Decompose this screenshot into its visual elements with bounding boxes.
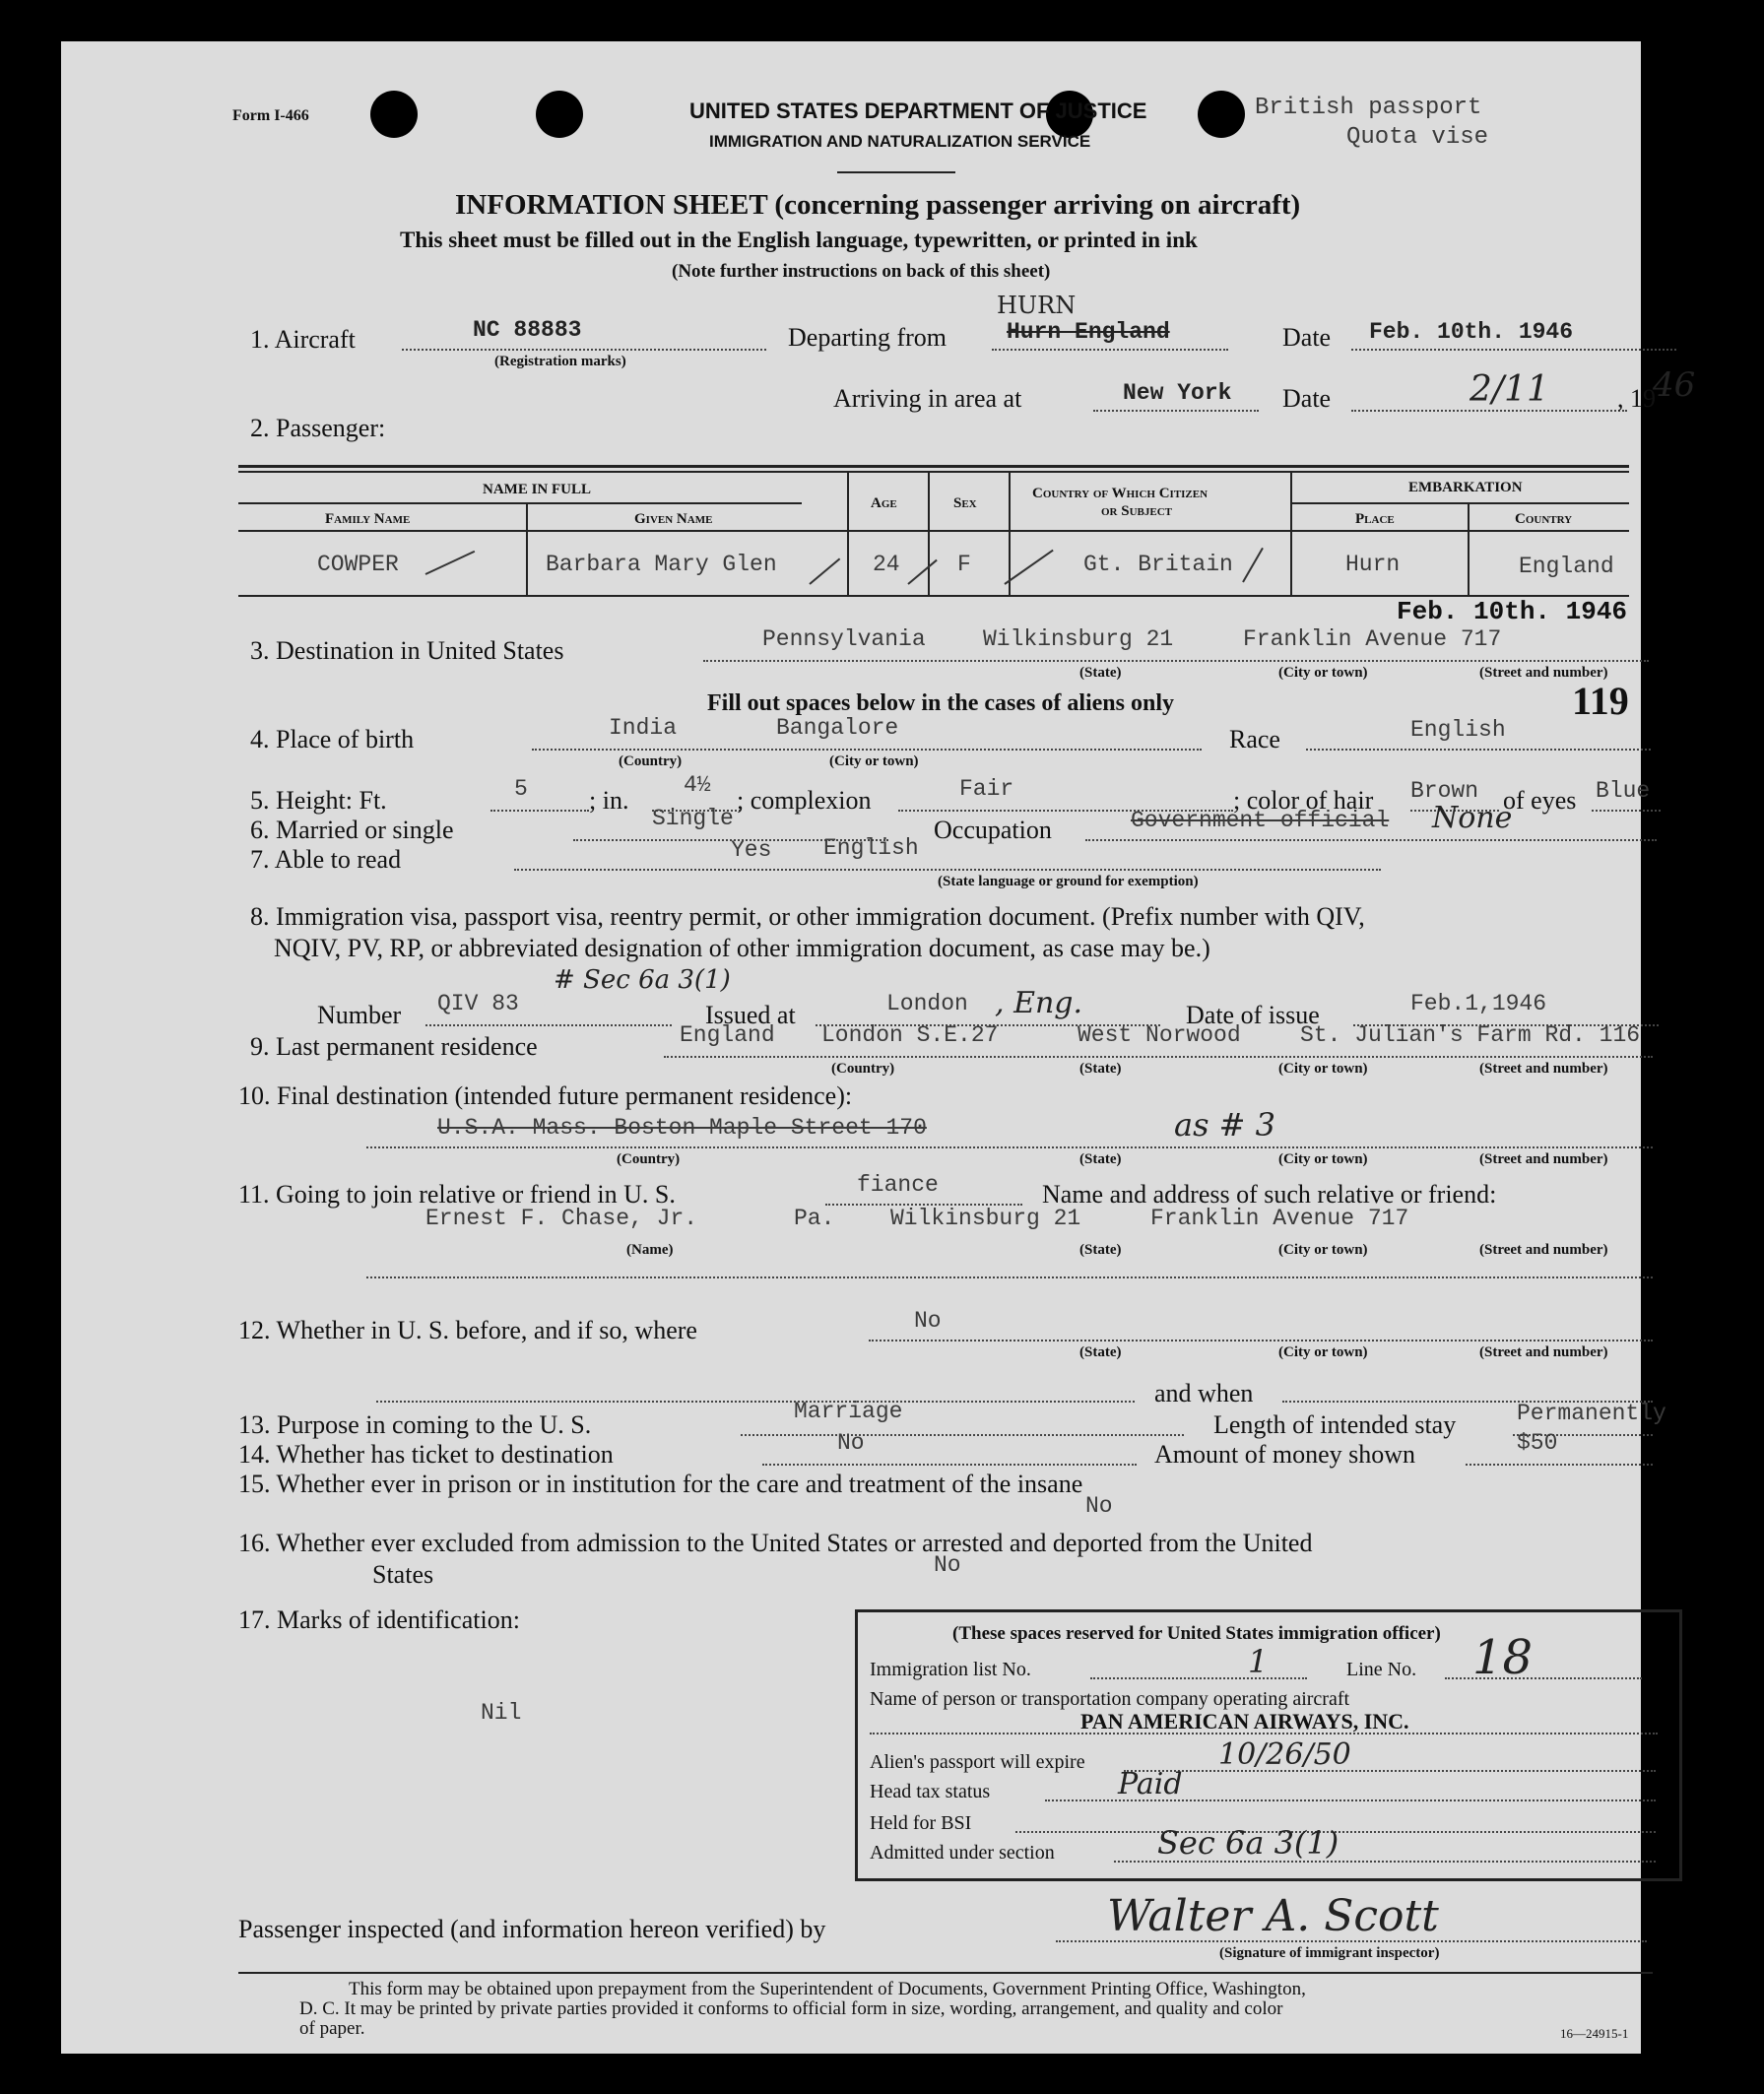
residence-cap-city: (City or town): [1278, 1061, 1368, 1077]
issued-value: London: [886, 991, 968, 1016]
visa-text-1: 8. Immigration visa, passport visa, reentry permit, or other immigration document. (Prefix number with QIV,: [250, 902, 1365, 931]
race-line: [1306, 749, 1651, 751]
birthplace-line: [532, 749, 1202, 751]
excluded-value: No: [934, 1552, 961, 1578]
destination-cap-state: (State): [1079, 665, 1122, 681]
relative-line: [366, 1276, 1653, 1278]
ticket-label: 14. Whether has ticket to destination: [238, 1440, 614, 1469]
read-label: 7. Able to read: [250, 845, 402, 874]
race-value: English: [1410, 717, 1506, 743]
date-line: [1351, 349, 1676, 351]
hair-value: Brown: [1410, 778, 1479, 804]
residence-line: [664, 1056, 1653, 1058]
read-language: English: [823, 835, 919, 861]
birth-city: Bangalore: [776, 715, 899, 741]
department-title: UNITED STATES DEPARTMENT OF JUSTICE: [689, 98, 1147, 123]
sheet-title: INFORMATION SHEET (concerning passenger arriving on aircraft): [455, 189, 1301, 221]
th-sex: Sex: [953, 495, 977, 511]
stay-value: Permanently: [1517, 1401, 1666, 1426]
expire-value: 10/26/50: [1218, 1737, 1351, 1772]
col-div-5: [1290, 471, 1292, 595]
footer-line-1: This form may be obtained upon prepayment from the Superintendent of Documents, Government Printing Office, Washington,: [349, 1979, 1306, 1999]
passenger-label: 2. Passenger:: [250, 414, 386, 442]
departing-line: [992, 349, 1228, 351]
sheet-subtitle: This sheet must be filled out in the English language, typewritten, or printed in ink: [400, 228, 1198, 252]
check-mark: [425, 551, 476, 575]
th-given-name: Given Name: [634, 511, 713, 527]
relation-value: fiance: [857, 1172, 939, 1198]
previous-us-value: No: [914, 1308, 942, 1334]
final-cap-street: (Street and number): [1479, 1151, 1608, 1167]
headtax-value: Paid: [1118, 1767, 1183, 1801]
final-cap-state: (State): [1079, 1151, 1122, 1167]
header-rule: [837, 171, 955, 173]
residence-country: England: [680, 1022, 775, 1048]
residence-cap-state: (State): [1079, 1061, 1122, 1077]
departing-value: Hurn England: [1007, 319, 1170, 345]
arrival-year-prefix: , 19: [1617, 384, 1656, 413]
punch-hole-right: [1198, 91, 1245, 138]
th-family-name: Family Name: [325, 511, 411, 527]
admitted-value: Sec 6a 3(1): [1157, 1824, 1339, 1862]
th-embarkation: EMBARKATION: [1408, 480, 1523, 495]
residence-state: London S.E.27: [821, 1022, 999, 1048]
issued-label: Issued at: [705, 1001, 796, 1029]
when-label: and when: [1154, 1379, 1254, 1407]
final-destination-label: 10. Final destination (intended future permanent residence):: [238, 1081, 853, 1110]
check-mark: [1242, 548, 1264, 583]
destination-cap-street: (Street and number): [1479, 665, 1608, 681]
excluded-label-2: States: [372, 1560, 434, 1589]
th-name-in-full: NAME IN FULL: [483, 482, 592, 497]
residence-cap-country: (Country): [831, 1061, 895, 1077]
residence-cap-street: (Street and number): [1479, 1061, 1608, 1077]
ticket-value: No: [837, 1430, 865, 1456]
cell-family-name: COWPER: [317, 552, 399, 577]
excluded-label-1: 16. Whether ever excluded from admission to the United States or arrested and deported from the United: [238, 1529, 1313, 1557]
check-mark: [809, 558, 840, 585]
arrival-date-line: [1351, 410, 1627, 412]
eyes-line: [1592, 810, 1661, 812]
date-value: Feb. 10th. 1946: [1369, 319, 1574, 345]
cell-embark-place: Hurn: [1345, 552, 1401, 577]
departing-label: Departing from: [788, 323, 947, 352]
destination-state: Pennsylvania: [762, 626, 926, 652]
table-header-rule: [238, 530, 1629, 532]
height-feet: 5: [514, 776, 528, 802]
destination-label: 3. Destination in United States: [250, 636, 564, 665]
cell-sex: F: [957, 552, 971, 577]
th-age: Age: [871, 495, 897, 511]
read-line: [514, 869, 1381, 871]
admitted-label: Admitted under section: [870, 1842, 1055, 1864]
th-country-line2: or Subject: [1101, 503, 1172, 519]
cell-embark-country: England: [1519, 554, 1614, 579]
destination-line: [703, 660, 1649, 662]
purpose-line: [741, 1434, 1184, 1436]
join-relative-label: 11. Going to join relative or friend in U. S.: [238, 1180, 676, 1209]
col-div-3: [928, 471, 930, 595]
relative-cap-city: (City or town): [1278, 1242, 1368, 1258]
signature-caption: (Signature of immigrant inspector): [1219, 1945, 1440, 1961]
visa-number-line: [425, 1024, 672, 1026]
visa-number: QIV 83: [437, 991, 519, 1016]
arriving-label: Arriving in area at: [833, 384, 1022, 413]
money-label: Amount of money shown: [1154, 1440, 1416, 1469]
th-country-line1: Country of Which Citizen: [1032, 486, 1209, 501]
previous-cap-city: (City or town): [1278, 1344, 1368, 1360]
arriving-line: [1093, 410, 1259, 412]
headtax-label: Head tax status: [870, 1781, 991, 1802]
birth-cap-country: (Country): [619, 753, 683, 769]
residence-street: St. Julian's Farm Rd. 116: [1300, 1022, 1641, 1048]
departing-correction: HURN: [997, 292, 1077, 319]
read-caption: (State language or ground for exemption): [938, 874, 1199, 889]
list-no-value: 1: [1248, 1643, 1269, 1680]
cell-given-name: Barbara Mary Glen: [546, 552, 777, 577]
table-sub-rule-name: [238, 502, 802, 504]
height-label: 5. Height: Ft.: [250, 786, 387, 815]
col-div-6: [1468, 502, 1470, 595]
destination-street: Franklin Avenue 717: [1243, 626, 1502, 652]
race-label: Race: [1229, 725, 1280, 753]
relative-name: Ernest F. Chase, Jr.: [425, 1206, 698, 1231]
arriving-value: New York: [1123, 380, 1232, 406]
punch-hole-left: [370, 91, 418, 138]
money-line: [1466, 1464, 1653, 1466]
complexion-value: Fair: [959, 776, 1014, 802]
aircraft-value: NC 88883: [473, 317, 582, 343]
marks-label: 17. Marks of identification:: [238, 1605, 520, 1634]
th-country: Country: [1515, 511, 1573, 527]
prison-value: No: [1085, 1493, 1113, 1519]
previous-us-line: [869, 1340, 1653, 1341]
stamp-number: 119: [1572, 679, 1629, 723]
footer-line-2: D. C. It may be printed by private parties provided it conforms to official form in size, wording, arrangement, and quality and color: [299, 1998, 1283, 2019]
final-cap-city: (City or town): [1278, 1151, 1368, 1167]
occupation-label: Occupation: [934, 816, 1052, 844]
inches-label: ; in.: [589, 786, 629, 815]
list-no-line: [1090, 1677, 1307, 1679]
check-mark: [907, 559, 937, 585]
col-div-2: [847, 471, 849, 595]
bsi-label: Held for BSI: [870, 1812, 972, 1834]
birthplace-label: 4. Place of birth: [250, 725, 415, 753]
passport-note: British passport: [1255, 95, 1482, 121]
relative-state: Pa.: [794, 1206, 835, 1231]
marks-value: Nil: [481, 1700, 522, 1726]
birth-country: India: [609, 715, 678, 741]
issue-date-value: Feb.1,1946: [1410, 991, 1547, 1016]
previous-us-label: 12. Whether in U. S. before, and if so, where: [238, 1316, 697, 1344]
purpose-value: Marriage: [794, 1399, 903, 1424]
table-sub-rule-embark: [1290, 502, 1629, 504]
hair-label: ; color of hair: [1233, 786, 1374, 815]
arrival-date-value: 2/11: [1470, 369, 1549, 410]
footer-line-3: of paper.: [299, 2018, 365, 2039]
relative-cap-state: (State): [1079, 1242, 1122, 1258]
previous-cap-state: (State): [1079, 1344, 1122, 1360]
line-no-label: Line No.: [1346, 1659, 1417, 1680]
relative-street: Franklin Avenue 717: [1150, 1206, 1409, 1231]
inspection-label: Passenger inspected (and information hereon verified) by: [238, 1915, 826, 1943]
visa-number-hand: # Sec 6a 3(1): [554, 965, 731, 995]
arrival-year-suffix: 46: [1653, 365, 1696, 405]
visa-number-label: Number: [317, 1001, 402, 1029]
expire-label: Alien's passport will expire: [870, 1751, 1085, 1773]
previous-where-line: [376, 1401, 1135, 1403]
issued-hand: , Eng.: [995, 986, 1083, 1020]
visa-text-2: NQIV, PV, RP, or abbreviated designation of other immigration document, as case may be.): [274, 934, 1210, 962]
sheet-note: (Note further instructions on back of this sheet): [672, 261, 1051, 282]
form-sheet: [61, 41, 1696, 2054]
inspector-signature: Walter A. Scott: [1107, 1891, 1439, 1941]
final-destination-hand: as # 3: [1174, 1106, 1276, 1144]
destination-cap-city: (City or town): [1278, 665, 1368, 681]
aliens-heading: Fill out spaces below in the cases of aliens only: [707, 690, 1175, 716]
residence-city: West Norwood: [1078, 1022, 1241, 1048]
officer-box-heading: (These spaces reserved for United States immigration officer): [952, 1623, 1441, 1644]
ticket-line: [762, 1464, 1137, 1466]
th-place: Place: [1355, 511, 1395, 527]
occupation-line: [1085, 839, 1657, 841]
final-destination-struck: U.S.A. Mass. Boston Maple Street 170: [437, 1115, 927, 1141]
cell-age: 24: [873, 552, 900, 577]
punch-hole-center-left: [536, 91, 583, 138]
footer-code: 16—24915-1: [1560, 2026, 1629, 2041]
feet-line: [490, 810, 589, 812]
birth-cap-city: (City or town): [829, 753, 919, 769]
previous-cap-street: (Street and number): [1479, 1344, 1608, 1360]
relative-city: Wilkinsburg 21: [890, 1206, 1081, 1231]
line-no-value: 18: [1472, 1630, 1534, 1685]
stamp-date: Feb. 10th. 1946: [1397, 597, 1628, 626]
date-label: Date: [1282, 323, 1332, 352]
money-value: $50: [1517, 1430, 1558, 1456]
eyes-value: Blue: [1596, 778, 1651, 804]
occupation-written: None: [1432, 801, 1513, 835]
arrival-date-label: Date: [1282, 384, 1332, 413]
officer-box: [855, 1609, 1682, 1881]
service-title: IMMIGRATION AND NATURALIZATION SERVICE: [709, 132, 1091, 151]
col-div-4: [1009, 471, 1011, 595]
marital-value: Single: [652, 806, 734, 831]
complexion-label: ; complexion: [737, 786, 872, 815]
footer-rule: [238, 1972, 1653, 1974]
table-top-rule: [238, 465, 1629, 468]
table-top-rule-2: [238, 471, 1629, 473]
prison-label: 15. Whether ever in prison or in institution for the care and treatment of the insane: [238, 1470, 1083, 1498]
destination-city: Wilkinsburg 21: [983, 626, 1174, 652]
quota-note: Quota vise: [1346, 124, 1489, 151]
eyes-label: of eyes: [1503, 786, 1577, 815]
stay-label: Length of intended stay: [1213, 1410, 1457, 1439]
occupation-struck: Government official: [1131, 808, 1390, 833]
company-label: Name of person or transportation company operating aircraft: [870, 1688, 1350, 1710]
form-number: Form I-466: [232, 107, 309, 124]
issue-date-label: Date of issue: [1186, 1001, 1320, 1029]
height-inches: 4½: [684, 772, 711, 798]
check-mark: [1004, 550, 1053, 585]
relative-name-label: Name and address of such relative or friend:: [1042, 1180, 1497, 1209]
list-no-label: Immigration list No.: [870, 1659, 1031, 1680]
final-destination-line: [366, 1146, 1653, 1148]
aircraft-line: [402, 349, 766, 351]
cell-citizen: Gt. Britain: [1083, 552, 1233, 577]
marital-label: 6. Married or single: [250, 816, 454, 844]
relative-cap-name: (Name): [626, 1242, 674, 1258]
registration-caption: (Registration marks): [494, 354, 626, 369]
relative-cap-street: (Street and number): [1479, 1242, 1608, 1258]
read-value: Yes: [731, 837, 772, 863]
final-cap-country: (Country): [617, 1151, 681, 1167]
expire-line: [1124, 1770, 1656, 1772]
company-value: PAN AMERICAN AIRWAYS, INC.: [1080, 1709, 1409, 1734]
purpose-label: 13. Purpose in coming to the U. S.: [238, 1410, 592, 1439]
residence-label: 9. Last permanent residence: [250, 1032, 538, 1061]
col-div-1: [526, 502, 528, 595]
aircraft-label: 1. Aircraft: [250, 325, 356, 354]
